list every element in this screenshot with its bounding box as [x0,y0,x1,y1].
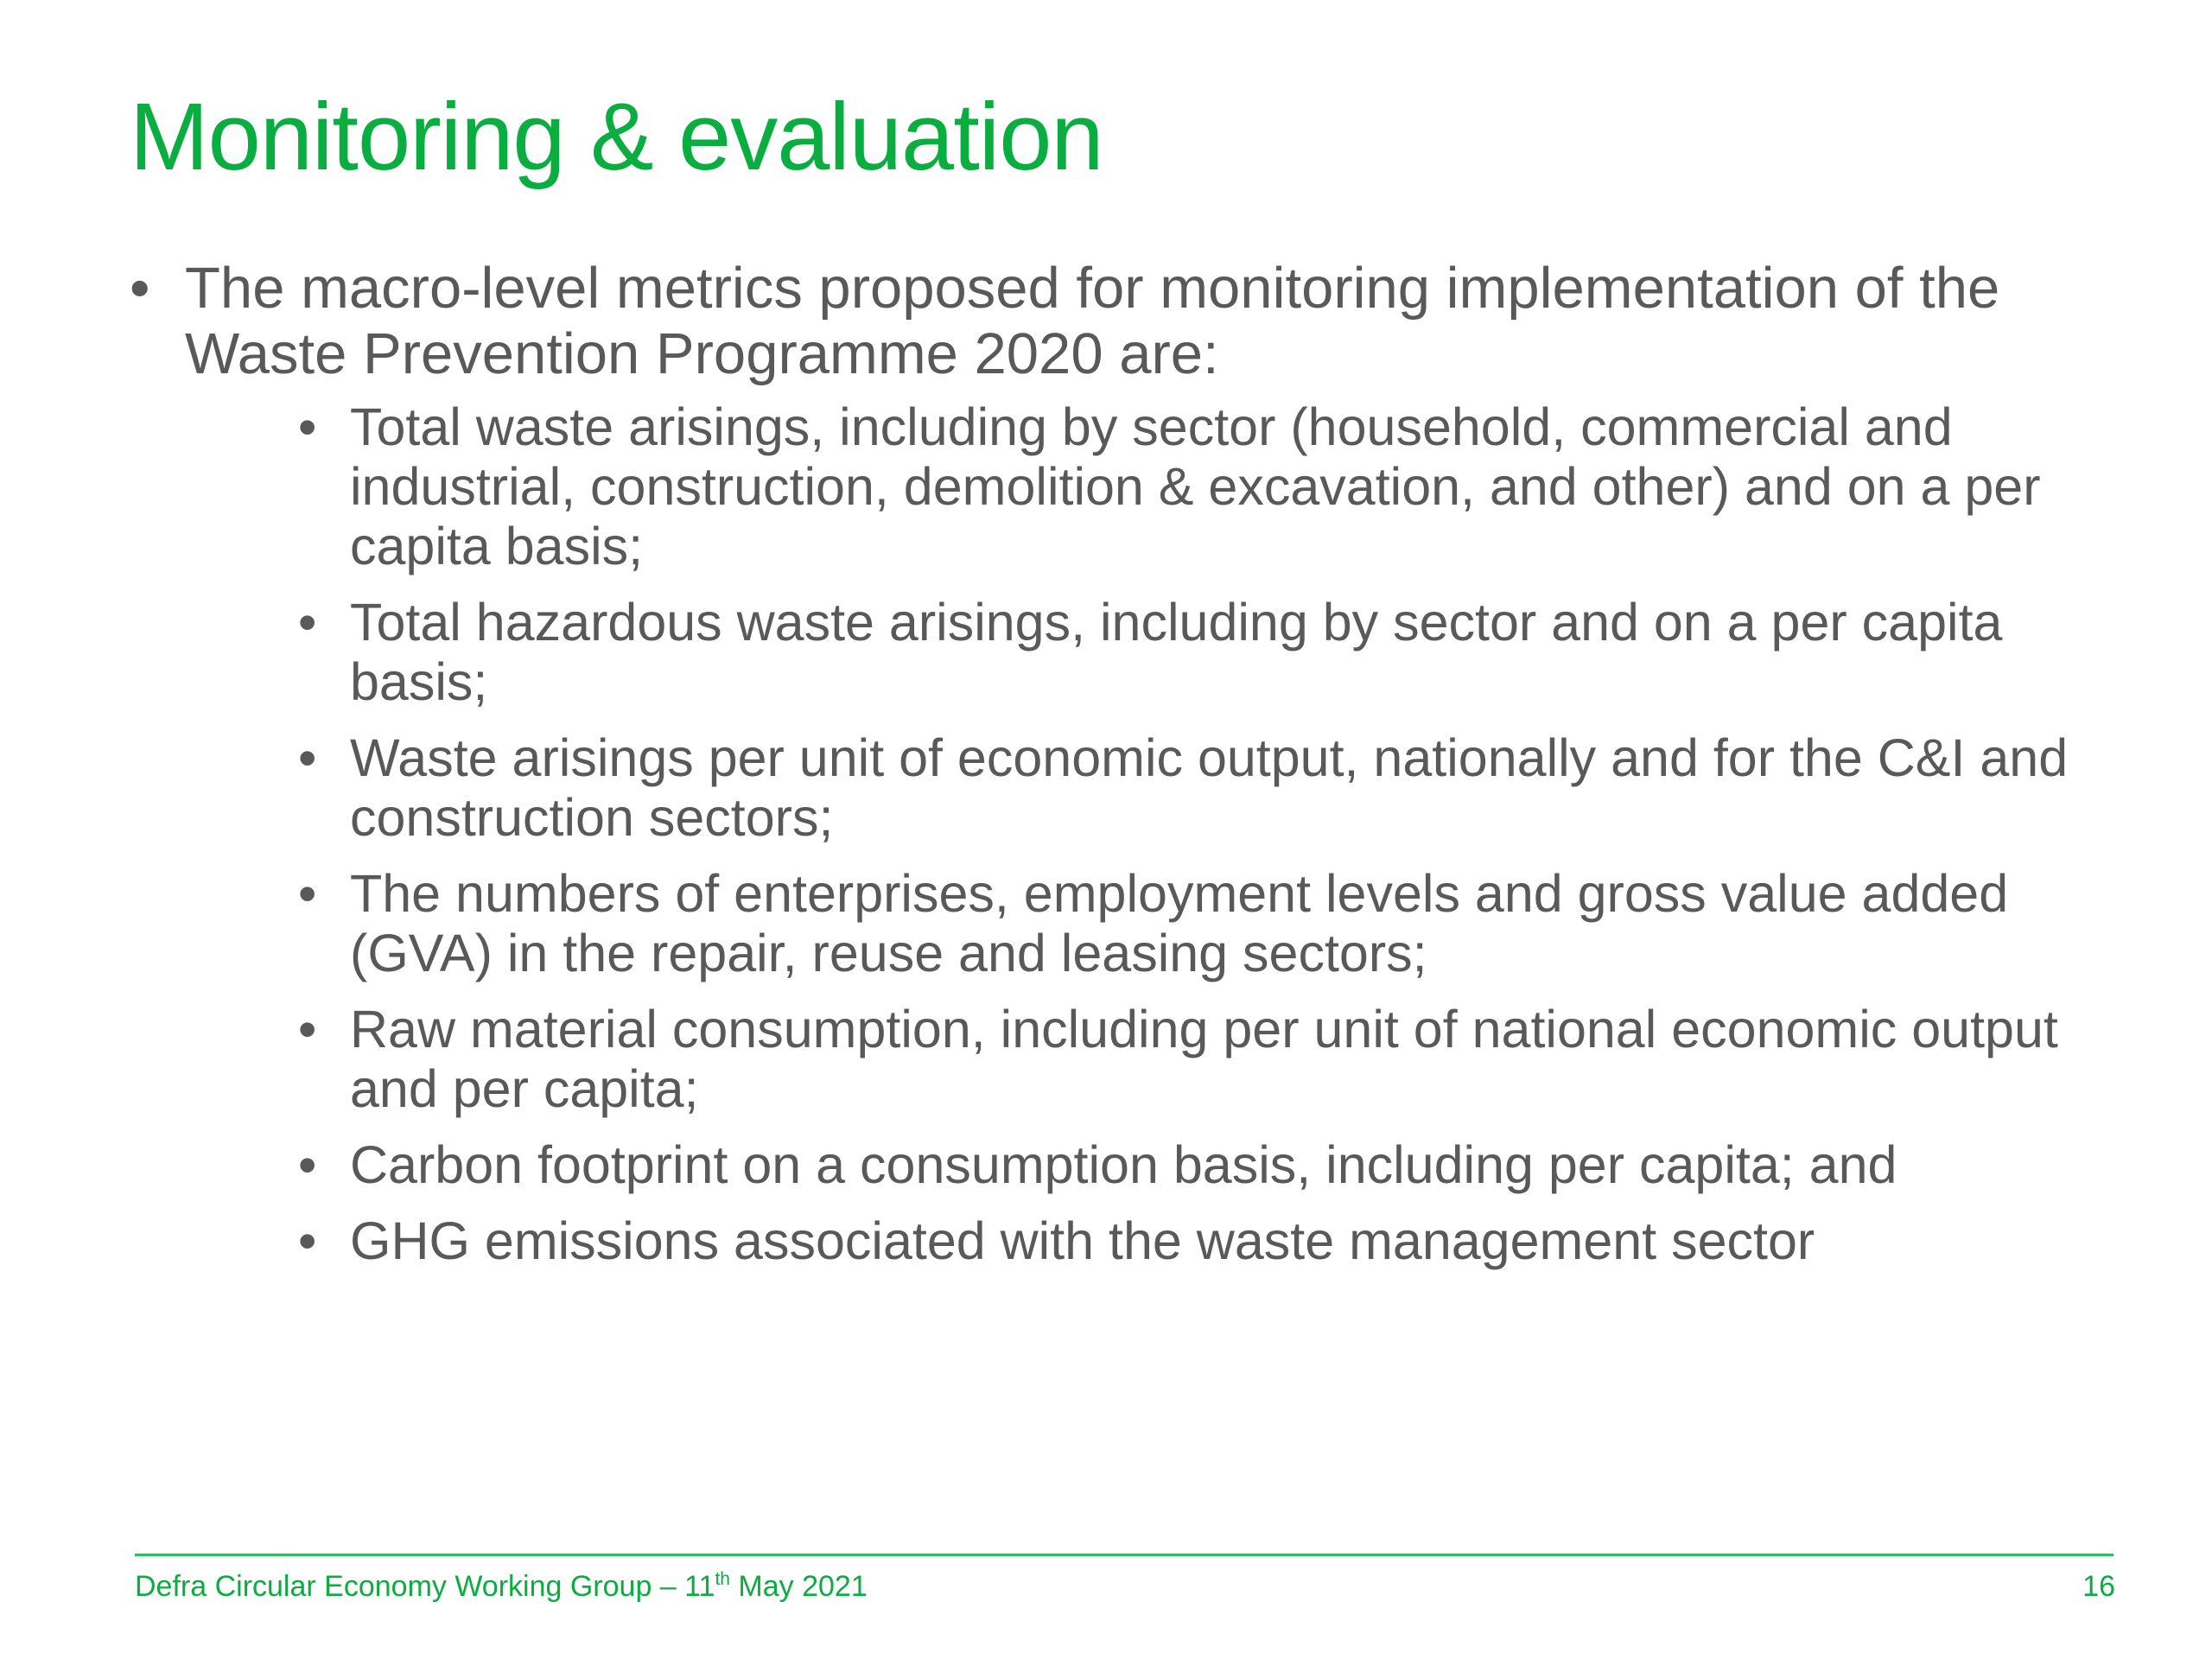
metrics-list [130,397,2117,1271]
page-number: 16 [2082,1570,2115,1603]
metric-item [298,1211,2117,1271]
metric-text: Waste arisings per unit of economic output, nationally and for the C&I and construction sectors; [350,728,2069,847]
footer-caption [135,1569,868,1604]
intro-bullet [130,256,2117,387]
bullet-icon: • [298,728,317,787]
metric-item [298,593,2117,712]
bullet-icon: • [130,256,150,321]
slide-content [130,256,2117,1287]
metric-text: Raw material consumption, including per unit of national economic output and per capita; [350,1000,2058,1118]
metric-item [298,728,2117,848]
metric-text: GHG emissions associated with the waste management sector [350,1211,1815,1270]
metric-text: Total waste arisings, including by sector (household, commercial and industrial, construction, demolition & excavation, and other) and on a per capita basis; [350,397,2041,575]
footer-divider [135,1554,2113,1556]
bullet-icon: • [298,593,317,652]
bullet-icon: • [298,1135,317,1194]
bullet-icon: • [298,397,317,456]
metric-item [298,397,2117,576]
intro-text: The macro-level metrics proposed for monitoring implementation of the Waste Prevention Programme 2020 are: [185,256,2000,386]
footer-superscript: th [715,1569,730,1589]
footer-text-after: May 2021 [729,1570,868,1603]
metric-item [298,1000,2117,1119]
metric-item [298,864,2117,983]
bullet-icon: • [298,864,317,923]
metric-text: The numbers of enterprises, employment levels and gross value added (GVA) in the repair, reuse and leasing sectors; [350,864,2009,982]
metric-text: Total hazardous waste arisings, including by sector and on a per capita basis; [350,593,2003,711]
bullet-icon: • [298,1211,317,1270]
metric-text: Carbon footprint on a consumption basis, including per capita; and [350,1135,1897,1194]
footer-text-before: Defra Circular Economy Working Group – 11 [135,1570,715,1603]
slide-title: Monitoring & evaluation [130,84,1103,190]
metric-item [298,1135,2117,1195]
bullet-icon: • [298,1000,317,1058]
